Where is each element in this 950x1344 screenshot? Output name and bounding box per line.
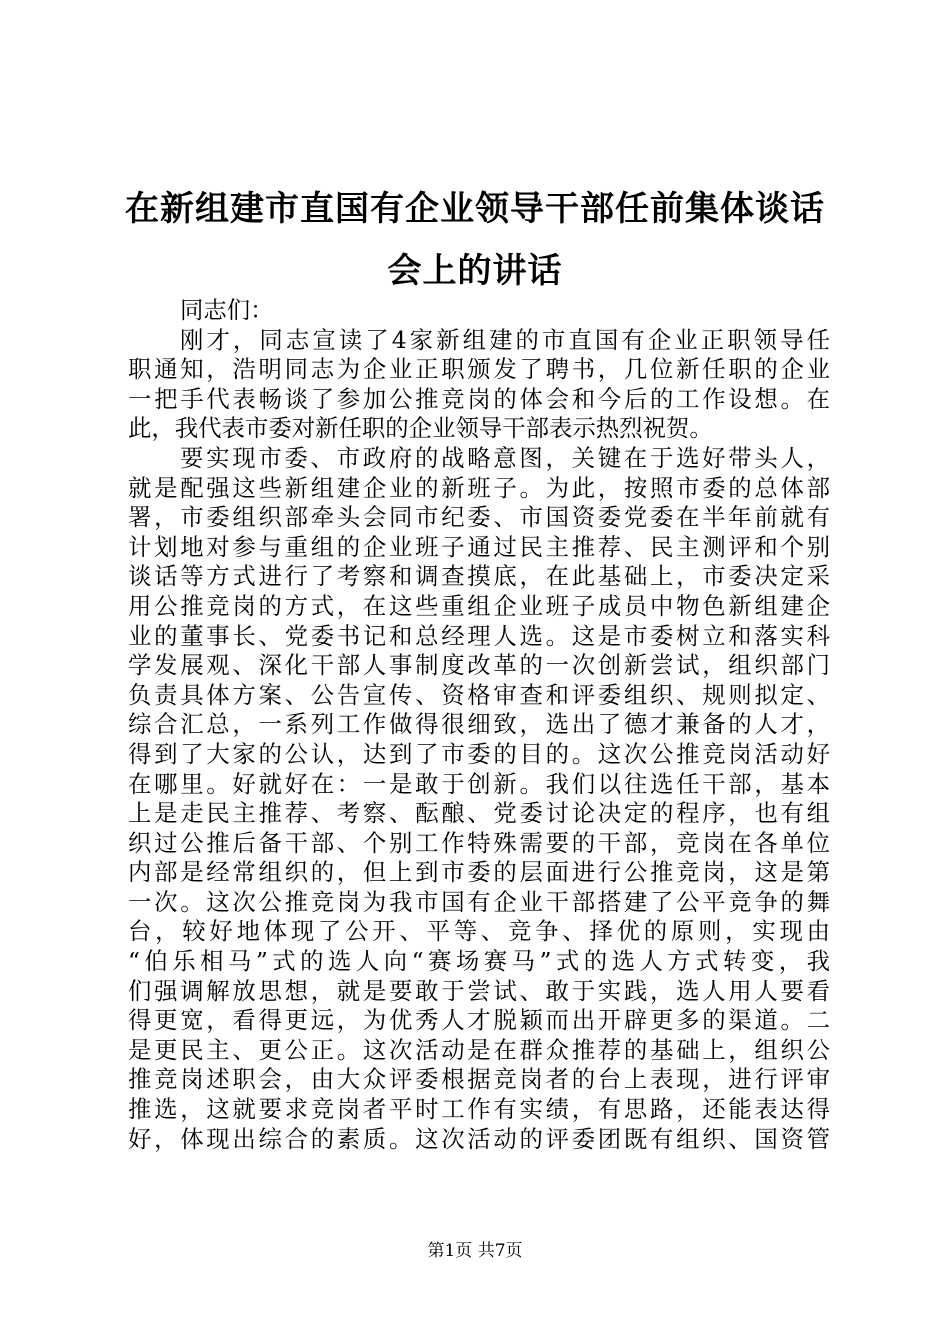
- paragraph-2-line: 们强调解放思想，就是要敢于尝试、敢于实践，选人用人要看: [128, 976, 830, 1005]
- paragraph-2-line: “伯乐相马”式的选人向“赛场赛马”式的选人方式转变，我: [128, 947, 830, 976]
- paragraph-2-line: 计划地对参与重组的企业班子通过民主推荐、民主测评和个别: [128, 532, 830, 561]
- paragraph-2-line: 好，体现出综合的素质。这次活动的评委团既有组织、国资管: [128, 1124, 830, 1153]
- paragraph-1-line: 此，我代表市委对新任职的企业领导干部表示热烈祝贺。: [128, 414, 713, 443]
- document-body: [128, 296, 830, 1154]
- paragraph-2-line: 在哪里。好就好在：一是敢于创新。我们以往选任干部，基本: [128, 769, 830, 798]
- paragraph-2-line: 学发展观、深化干部人事制度改革的一次创新尝试，组织部门: [128, 651, 830, 680]
- paragraph-2-line: 台，较好地体现了公开、平等、竞争、择优的原则，实现由: [128, 917, 830, 946]
- title-line-2: 会上的讲话: [387, 251, 563, 291]
- paragraph-1-line: 一把手代表畅谈了参加公推竞岗的体会和今后的工作设想。在: [128, 384, 830, 413]
- paragraph-2-line: 负责具体方案、公告宣传、资格审查和评委组织、规则拟定、: [128, 680, 830, 709]
- paragraph-2-line: 署，市委组织部牵头会同市纪委、市国资委党委在半年前就有: [128, 503, 830, 532]
- paragraph-2-line: 是更民主、更公正。这次活动是在群众推荐的基础上，组织公: [128, 1035, 830, 1064]
- paragraph-2-line: 上是走民主推荐、考察、酝酿、党委讨论决定的程序，也有组: [128, 799, 830, 828]
- page-footer: 第1页 共7页: [427, 1241, 523, 1261]
- paragraph-2-line: 推选，这就要求竞岗者平时工作有实绩，有思路，还能表达得: [128, 1095, 830, 1124]
- paragraph-2-line: 得到了大家的公认，达到了市委的目的。这次公推竞岗活动好: [128, 739, 830, 768]
- paragraph-2-line: 推竞岗述职会，由大众评委根据竞岗者的台上表现，进行评审: [128, 1065, 830, 1094]
- paragraph-2-line: 内部是经常组织的，但上到市委的层面进行公推竞岗，这是第: [128, 858, 830, 887]
- paragraph-2-line: 要实现市委、市政府的战略意图，关键在于选好带头人，: [180, 443, 830, 472]
- paragraph-2-line: 就是配强这些新组建企业的新班子。为此，按照市委的总体部: [128, 473, 830, 502]
- paragraph-2-line: 综合汇总，一系列工作做得很细致，选出了德才兼备的人才，: [128, 710, 830, 739]
- document-title: [120, 178, 830, 302]
- paragraph-2-line: 谈话等方式进行了考察和调查摸底，在此基础上，市委决定采: [128, 562, 830, 591]
- title-line-1: 在新组建市直国有企业领导干部任前集体谈话: [125, 189, 825, 229]
- paragraph-2-line: 一次。这次公推竞岗为我市国有企业干部搭建了公平竞争的舞: [128, 887, 830, 916]
- paragraph-2-line: 用公推竞岗的方式，在这些重组企业班子成员中物色新组建企: [128, 591, 830, 620]
- paragraph-2-line: 织过公推后备干部、个别工作特殊需要的干部，竞岗在各单位: [128, 828, 830, 857]
- salutation: 同志们：: [180, 296, 274, 324]
- paragraph-2-line: 业的董事长、党委书记和总经理人选。这是市委树立和落实科: [128, 621, 830, 650]
- paragraph-1-line: 刚才，同志宣读了4家新组建的市直国有企业正职领导任: [180, 325, 830, 354]
- paragraph-2-line: 得更宽，看得更远，为优秀人才脱颖而出开辟更多的渠道。二: [128, 1006, 830, 1035]
- paragraph-1-line: 职通知，浩明同志为企业正职颁发了聘书，几位新任职的企业: [128, 355, 830, 384]
